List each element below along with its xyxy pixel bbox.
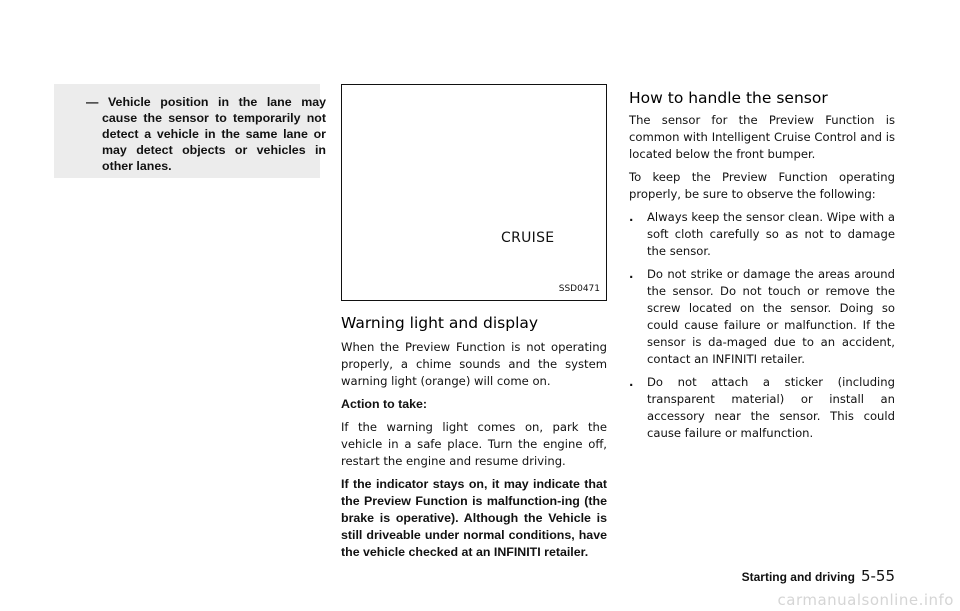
page-number: 5-55 [860, 567, 895, 585]
sensor-intro: The sensor for the Preview Function is common with Intelligent Cruise Control and is located below the front bumper. [629, 113, 895, 161]
note-text: — Vehicle position in the lane may cause the sensor to temporarily not detect a vehicle in the same lane or may detect objects or vehicles in other lanes. [86, 95, 326, 173]
figure-illustration [341, 84, 607, 301]
footer-section-title: Starting and driving [741, 570, 855, 584]
indicator-warning-text: If the indicator stays on, it may indicate that the Preview Function is malfunction-ing (the brake is operative). Although the Vehicle is still driveable under normal conditions, have the vehicle checked at an INFINITI retailer. [341, 477, 607, 559]
list-item: . Do not attach a sticker (including transparent material) or install an accessory near the sensor. This could cause failure or malfunction. [629, 375, 895, 440]
page-footer [742, 567, 895, 586]
warning-section [341, 339, 607, 567]
watermark: carmanualsonline.info [777, 591, 954, 609]
warning-intro: When the Preview Function is not operating properly, a chime sounds and the system warning light (orange) will come on. [341, 340, 607, 388]
bullet-icon: . [629, 210, 634, 224]
cruise-indicator-text: CRUISE [501, 230, 555, 246]
warning-heading: Warning light and display [341, 314, 539, 332]
action-label: Action to take: [341, 397, 428, 411]
sensor-section [629, 112, 895, 448]
figure-code: SSD0471 [558, 284, 600, 294]
bullet-icon: . [629, 267, 634, 281]
sensor-heading: How to handle the sensor [629, 89, 828, 107]
sensor-bullet-list [629, 209, 895, 442]
list-item: . Always keep the sensor clean. Wipe with a soft cloth carefully so as not to damage the sensor. [629, 210, 895, 258]
bullet-icon: . [629, 375, 634, 389]
action-text: If the warning light comes on, park the vehicle in a safe place. Turn the engine off, restart the engine and resume driving. [341, 420, 607, 468]
sensor-lead: To keep the Preview Function operating properly, be sure to observe the following: [629, 170, 895, 201]
list-item: . Do not strike or damage the areas around the sensor. Do not touch or remove the screw located on the sensor. Doing so could cause failure or malfunction. If the sensor is da-maged due to an accident, contact an INFINITI retailer. [629, 267, 895, 366]
